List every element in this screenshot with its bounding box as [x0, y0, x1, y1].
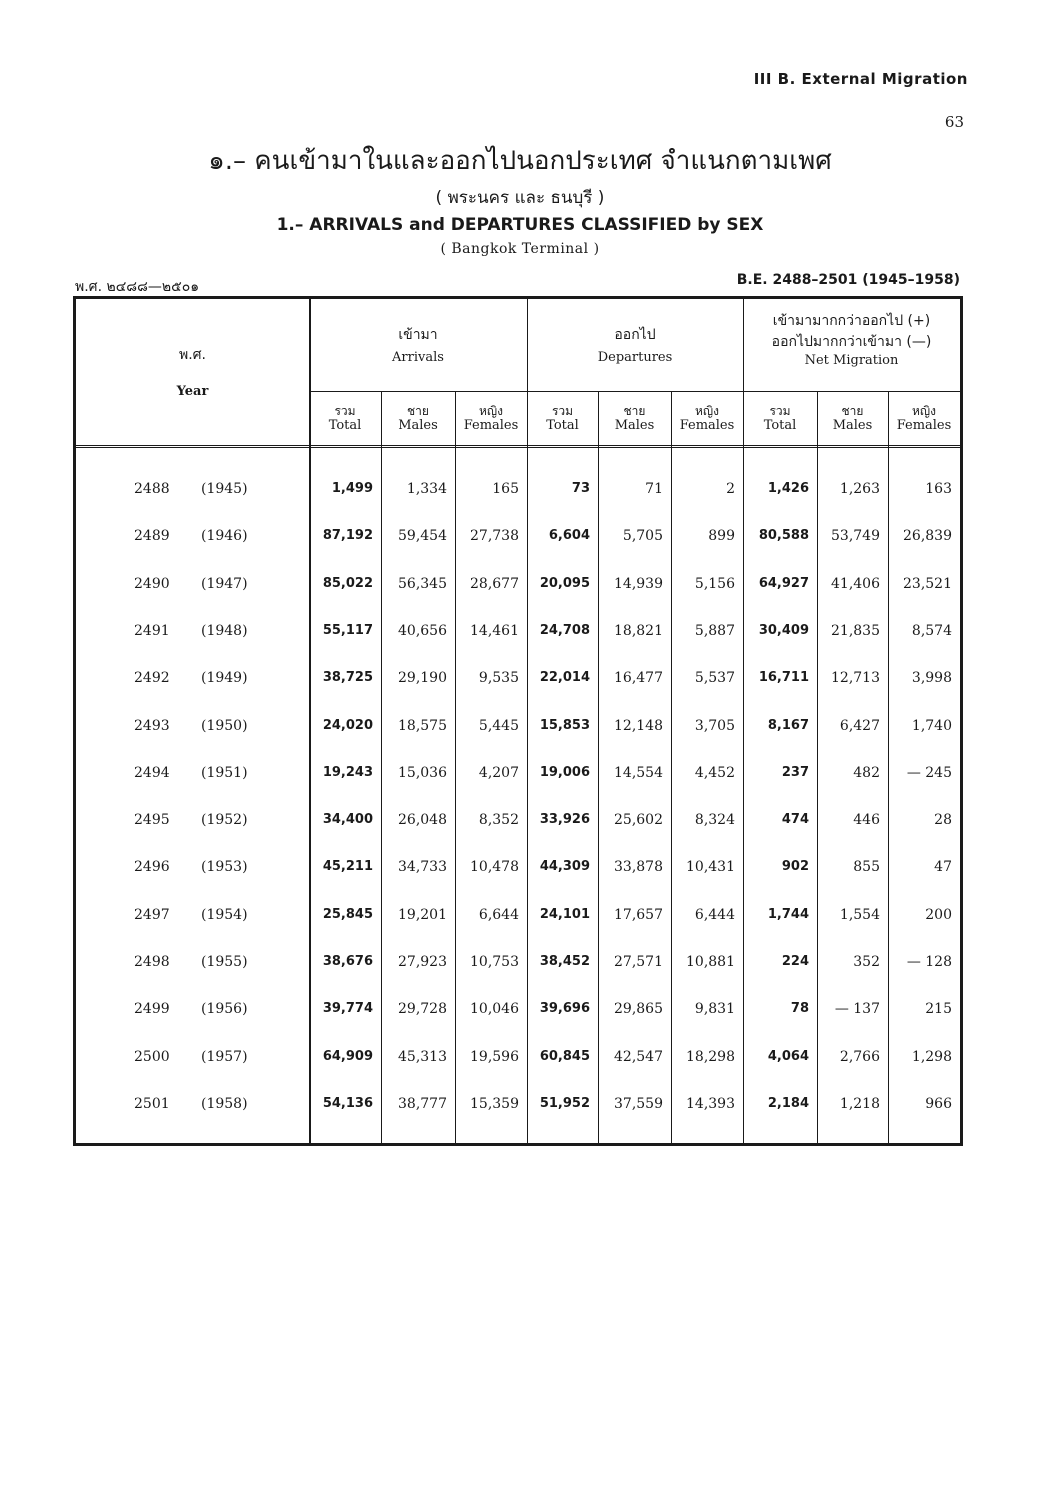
cell-arrivals-males: 18,575 [398, 717, 447, 734]
arrivals-header [309, 327, 527, 365]
cell-arrivals-total: 54,136 [322, 1095, 373, 1111]
cell-departures-males: 27,571 [614, 954, 663, 970]
cell-net-males: 446 [853, 812, 880, 829]
cell-arrivals-females: 6,644 [478, 906, 519, 923]
cell-arrivals-males: 1,334 [406, 481, 447, 497]
page-number: 63 [944, 113, 964, 131]
cell-arrivals-total: 87,192 [322, 528, 373, 544]
year-be: 2493 [134, 717, 170, 734]
cell-departures-males: 25,602 [614, 812, 663, 829]
year-header [76, 347, 309, 399]
section-label: III B. External Migration [753, 70, 968, 88]
year-ad: (1950) [201, 717, 248, 734]
cell-departures-males: 14,554 [614, 764, 663, 781]
subheader-thai: หญิง [479, 404, 503, 418]
table-title-thai: ๑.– คนเข้ามาในและออกไปนอกประเทศ จำแนกตามเพศ [208, 146, 832, 176]
year-ad: (1948) [201, 622, 248, 639]
year-be: 2490 [134, 575, 170, 592]
table-row [76, 572, 960, 596]
year-ad: (1957) [201, 1048, 248, 1065]
cell-arrivals-males: 40,656 [398, 622, 447, 639]
cell-net-total: 80,588 [758, 528, 809, 544]
cell-net-total: 30,409 [758, 622, 809, 638]
year-header-english: Year [176, 383, 209, 399]
cell-net-males: 482 [853, 764, 880, 781]
cell-departures-males: 5,705 [622, 528, 663, 545]
subheader-thai: หญิง [695, 404, 719, 418]
subheader-thai: หญิง [912, 404, 936, 418]
cell-net-males: 2,766 [839, 1048, 880, 1065]
net-migration-header [743, 313, 960, 368]
year-ad: (1947) [201, 575, 248, 592]
subheader-english: Total [328, 417, 362, 433]
header-separator [76, 445, 960, 452]
cell-departures-males: 37,559 [614, 1095, 663, 1112]
year-be: 2501 [134, 1095, 170, 1112]
cell-net-males: 12,713 [831, 670, 880, 687]
cell-net-total: 16,711 [758, 670, 809, 686]
table-row [76, 950, 960, 974]
header-rule [309, 391, 960, 392]
subheader-thai: ชาย [407, 404, 429, 418]
cell-departures-total: 44,309 [539, 859, 590, 875]
year-be: 2499 [134, 1001, 170, 1018]
cell-arrivals-total: 38,725 [322, 670, 373, 686]
cell-arrivals-males: 29,190 [398, 670, 447, 687]
cell-net-total: 4,064 [767, 1048, 809, 1064]
subheader-net-females [888, 405, 960, 434]
cell-arrivals-females: 10,753 [470, 954, 519, 970]
year-be: 2500 [134, 1048, 170, 1065]
year-ad: (1958) [201, 1095, 248, 1112]
year-be: 2494 [134, 764, 170, 781]
year-be: 2489 [134, 528, 170, 545]
cell-arrivals-females: 14,461 [470, 622, 519, 639]
cell-arrivals-females: 9,535 [478, 670, 519, 687]
cell-departures-total: 33,926 [539, 812, 590, 828]
cell-departures-total: 39,696 [539, 1001, 590, 1017]
cell-departures-total: 22,014 [539, 670, 590, 686]
subheader-english: Total [546, 417, 579, 433]
cell-departures-females: 18,298 [686, 1048, 735, 1065]
cell-arrivals-males: 15,036 [398, 764, 447, 781]
subheader-arrivals-total [309, 405, 381, 434]
year-ad: (1956) [201, 1001, 248, 1018]
cell-arrivals-total: 34,400 [322, 812, 373, 828]
cell-departures-females: 6,444 [694, 906, 735, 923]
cell-departures-females: 5,156 [694, 575, 735, 592]
table-row [76, 477, 960, 501]
departures-header [527, 327, 743, 365]
arrivals-header-thai: เข้ามา [398, 327, 438, 343]
subheader-english: Males [614, 417, 655, 433]
cell-arrivals-males: 27,923 [398, 954, 447, 970]
cell-net-males: 855 [853, 859, 880, 876]
cell-net-males: 53,749 [831, 528, 880, 545]
cell-net-females: 26,839 [903, 528, 952, 545]
year-be: 2495 [134, 812, 170, 829]
year-ad: (1949) [201, 670, 248, 687]
cell-departures-total: 24,708 [539, 622, 590, 638]
cell-departures-total: 15,853 [539, 717, 590, 733]
arrivals-header-english: Arrivals [392, 349, 444, 365]
year-ad: (1946) [201, 528, 248, 545]
cell-departures-females: 14,393 [686, 1095, 735, 1112]
year-ad: (1945) [201, 481, 248, 497]
cell-arrivals-females: 15,359 [470, 1095, 519, 1112]
cell-departures-males: 12,148 [614, 717, 663, 734]
cell-departures-females: 5,887 [694, 622, 735, 639]
year-ad: (1954) [201, 906, 248, 923]
subheader-arrivals-females [455, 405, 527, 434]
subheader-arrivals-males [381, 405, 455, 434]
cell-arrivals-females: 28,677 [470, 575, 519, 592]
cell-departures-females: 10,431 [686, 859, 735, 876]
subheader-thai: รวม [334, 404, 356, 418]
cell-arrivals-males: 45,313 [398, 1048, 447, 1065]
subheader-english: Males [832, 417, 873, 433]
cell-arrivals-females: 4,207 [478, 764, 519, 781]
table-row [76, 855, 960, 879]
subheader-thai: รวม [769, 404, 791, 418]
cell-net-females: 23,521 [903, 575, 952, 592]
cell-arrivals-females: 27,738 [470, 528, 519, 545]
cell-net-males: 6,427 [839, 717, 880, 734]
year-ad: (1952) [201, 812, 248, 829]
subheader-net-total [743, 405, 817, 434]
cell-departures-total: 73 [571, 481, 590, 496]
cell-departures-females: 8,324 [694, 812, 735, 829]
year-be: 2491 [134, 622, 170, 639]
subheader-thai: รวม [551, 404, 574, 418]
cell-net-females: 200 [925, 906, 952, 923]
cell-net-total: 237 [781, 764, 809, 780]
cell-arrivals-males: 38,777 [398, 1095, 447, 1112]
cell-departures-total: 24,101 [539, 906, 590, 922]
cell-arrivals-total: 1,499 [331, 481, 373, 496]
cell-net-males: 41,406 [831, 575, 880, 592]
subheader-thai: ชาย [841, 404, 864, 418]
cell-departures-females: 10,881 [686, 954, 735, 970]
net-migration-header-english: Net Migration [804, 352, 899, 368]
cell-arrivals-total: 19,243 [322, 764, 373, 780]
table-row [76, 619, 960, 643]
cell-departures-males: 14,939 [614, 575, 663, 592]
cell-net-total: 78 [790, 1001, 809, 1017]
cell-arrivals-females: 10,478 [470, 859, 519, 876]
cell-departures-total: 20,095 [539, 575, 590, 591]
cell-arrivals-males: 34,733 [398, 859, 447, 876]
cell-arrivals-females: 5,445 [478, 717, 519, 734]
cell-arrivals-males: 59,454 [398, 528, 447, 545]
cell-arrivals-females: 165 [492, 481, 519, 497]
subheader-net-males [817, 405, 888, 434]
cell-departures-total: 6,604 [548, 528, 590, 544]
cell-departures-males: 71 [645, 481, 663, 497]
table-row [76, 524, 960, 548]
cell-departures-males: 33,878 [614, 859, 663, 876]
departures-header-english: Departures [597, 349, 673, 365]
table-row [76, 761, 960, 785]
year-be: 2498 [134, 954, 170, 970]
cell-net-females: 1,740 [911, 717, 952, 734]
subheader-english: Females [896, 417, 952, 433]
cell-net-males: 352 [853, 954, 880, 970]
cell-departures-males: 17,657 [614, 906, 663, 923]
table-subtitle-english: ( Bangkok Terminal ) [440, 241, 600, 257]
cell-net-females: 1,298 [911, 1048, 952, 1065]
cell-departures-total: 38,452 [539, 954, 590, 969]
subheader-departures-females [671, 405, 743, 434]
subheader-departures-males [598, 405, 671, 434]
cell-arrivals-total: 85,022 [322, 575, 373, 591]
cell-arrivals-females: 10,046 [470, 1001, 519, 1018]
year-ad: (1951) [201, 764, 248, 781]
subheader-english: Females [679, 417, 735, 433]
cell-arrivals-total: 45,211 [322, 859, 373, 875]
cell-departures-females: 4,452 [694, 764, 735, 781]
cell-net-females: 28 [934, 812, 952, 829]
net-migration-header-thai-1: เข้ามามากกว่าออกไป (+) [772, 313, 931, 329]
year-ad: (1953) [201, 859, 248, 876]
cell-departures-females: 5,537 [694, 670, 735, 687]
subheader-english: Females [463, 417, 519, 433]
cell-departures-males: 42,547 [614, 1048, 663, 1065]
year-ad: (1955) [201, 954, 248, 970]
cell-arrivals-total: 39,774 [322, 1001, 373, 1017]
subheader-thai: ชาย [623, 404, 646, 418]
cell-departures-total: 60,845 [539, 1048, 590, 1064]
subheader-english: Total [763, 417, 797, 433]
table-row [76, 1045, 960, 1069]
cell-arrivals-males: 56,345 [398, 575, 447, 592]
cell-departures-females: 3,705 [694, 717, 735, 734]
cell-departures-females: 9,831 [694, 1001, 735, 1018]
migration-table [73, 296, 963, 1146]
cell-net-total: 8,167 [767, 717, 809, 733]
cell-arrivals-total: 64,909 [322, 1048, 373, 1064]
cell-net-males: — 137 [834, 1001, 880, 1018]
year-be: 2496 [134, 859, 170, 876]
period-english: B.E. 2488–2501 (1945–1958) [736, 272, 960, 288]
cell-net-total: 474 [781, 812, 809, 828]
cell-departures-total: 51,952 [539, 1095, 590, 1111]
cell-departures-males: 16,477 [614, 670, 663, 687]
cell-departures-males: 29,865 [614, 1001, 663, 1018]
cell-net-females: 8,574 [911, 622, 952, 639]
cell-net-males: 21,835 [831, 622, 880, 639]
cell-net-total: 2,184 [767, 1095, 809, 1111]
cell-departures-males: 18,821 [614, 622, 663, 639]
year-be: 2488 [134, 481, 170, 497]
cell-arrivals-total: 24,020 [322, 717, 373, 733]
table-row [76, 997, 960, 1021]
cell-arrivals-females: 19,596 [470, 1048, 519, 1065]
cell-net-females: 966 [925, 1095, 952, 1112]
cell-departures-females: 2 [726, 481, 735, 497]
table-title-english: 1.– ARRIVALS and DEPARTURES CLASSIFIED by SEX [276, 215, 764, 235]
cell-net-females: — 128 [906, 954, 952, 970]
departures-header-thai: ออกไป [614, 327, 656, 343]
net-migration-header-thai-2: ออกไปมากกว่าเข้ามา (—) [771, 333, 932, 350]
cell-net-males: 1,554 [839, 906, 880, 923]
cell-net-total: 224 [781, 954, 809, 969]
cell-net-females: 47 [934, 859, 952, 876]
cell-net-total: 902 [781, 859, 809, 875]
cell-arrivals-males: 29,728 [398, 1001, 447, 1018]
cell-net-total: 1,744 [767, 906, 809, 922]
cell-arrivals-males: 26,048 [398, 812, 447, 829]
table-row [76, 1092, 960, 1116]
cell-arrivals-males: 19,201 [398, 906, 447, 923]
period-thai: พ.ศ. ๒๔๘๘—๒๕๐๑ [75, 279, 200, 295]
cell-net-females: 163 [925, 481, 952, 497]
cell-arrivals-total: 25,845 [322, 906, 373, 922]
table-row [76, 714, 960, 738]
cell-departures-females: 899 [708, 528, 735, 545]
table-row [76, 666, 960, 690]
cell-net-total: 64,927 [758, 575, 809, 591]
cell-arrivals-total: 38,676 [322, 954, 373, 969]
cell-arrivals-total: 55,117 [322, 622, 373, 638]
cell-net-females: 3,998 [911, 670, 952, 687]
table-subtitle-thai: ( พระนคร และ ธนบุรี ) [435, 188, 605, 208]
cell-arrivals-females: 8,352 [478, 812, 519, 829]
cell-departures-total: 19,006 [539, 764, 590, 780]
cell-net-males: 1,218 [839, 1095, 880, 1112]
subheader-departures-total [527, 405, 598, 434]
cell-net-total: 1,426 [767, 481, 809, 496]
table-row [76, 808, 960, 832]
year-header-thai: พ.ศ. [178, 347, 206, 363]
cell-net-males: 1,263 [839, 481, 880, 497]
cell-net-females: 215 [925, 1001, 952, 1018]
subheader-english: Males [398, 417, 438, 433]
year-be: 2497 [134, 906, 170, 923]
cell-net-females: — 245 [906, 764, 952, 781]
year-be: 2492 [134, 670, 170, 687]
table-row [76, 903, 960, 927]
